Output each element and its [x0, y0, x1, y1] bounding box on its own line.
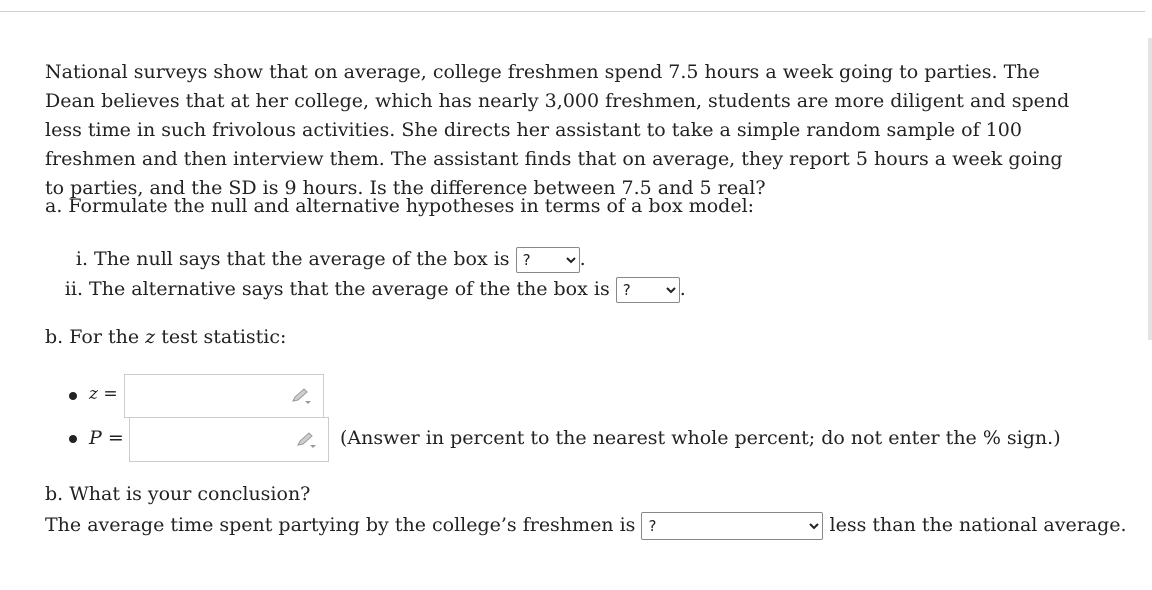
z-label: z =	[89, 384, 118, 404]
null-hypothesis-row	[45, 244, 586, 274]
conclusion-row	[45, 510, 1127, 540]
part-c-prompt: b. What is your conclusion?	[45, 483, 311, 505]
pencil-dropdown-icon[interactable]	[296, 431, 318, 449]
p-input[interactable]	[129, 417, 329, 462]
top-divider	[0, 11, 1145, 12]
z-bullet	[69, 392, 77, 400]
conclusion-text-post: less than the national average.	[829, 514, 1127, 536]
null-select[interactable]	[516, 247, 580, 273]
problem-intro: National surveys show that on average, college freshmen spend 7.5 hours a week going to parties. The Dean believes that at her college, which has nearly 3,000 freshmen, students are more diligent and spend less time in such frivolous activities. She directs her assistant to take a simple random sample of 100 freshmen and then interview them. The assistant finds that on average, they report 5 hours a week going to parties, and the SD is 9 hours. Is the difference between 7.5 and 5 real?	[45, 61, 1070, 199]
null-text: The null says that the average of the box is	[94, 248, 510, 270]
conclusion-select[interactable]	[641, 512, 823, 540]
part-b-prompt-post: test statistic:	[161, 326, 287, 348]
p-label: P =	[89, 427, 124, 449]
question-content	[45, 58, 1127, 536]
part-b-prompt-var: z	[145, 326, 156, 348]
alt-number: ii.	[64, 278, 83, 300]
alt-select[interactable]	[616, 277, 680, 303]
part-b-prompt	[45, 326, 286, 348]
alt-hypothesis-row	[45, 274, 686, 304]
part-a-prompt: a. Formulate the null and alternative hypotheses in terms of a box model:	[45, 195, 755, 217]
alt-period: .	[679, 278, 686, 300]
p-bullet	[69, 435, 77, 443]
p-hint: (Answer in percent to the nearest whole percent; do not enter the % sign.)	[340, 427, 1061, 449]
z-input[interactable]	[124, 374, 324, 418]
null-number: i.	[75, 248, 88, 270]
conclusion-text-pre: The average time spent partying by the college’s freshmen is	[45, 514, 636, 536]
alt-text: The alternative says that the average of the the box is	[89, 278, 610, 300]
null-period: .	[579, 248, 586, 270]
scrollbar[interactable]	[1148, 38, 1152, 340]
part-b-prompt-pre: b. For the	[45, 326, 140, 348]
pencil-dropdown-icon[interactable]	[291, 387, 313, 405]
